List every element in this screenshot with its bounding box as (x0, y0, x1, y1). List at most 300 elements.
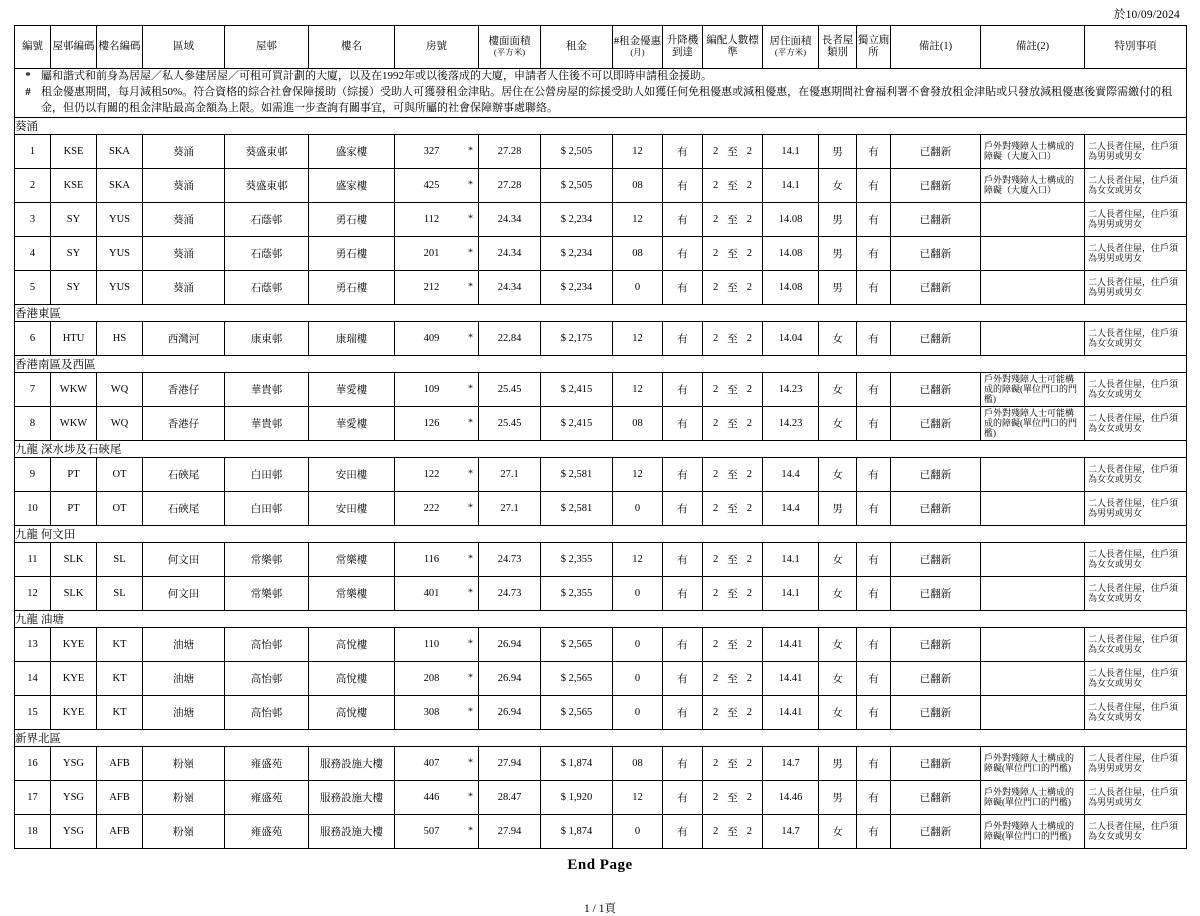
cell-occupancy-to: 2 (746, 706, 752, 718)
cell-estate-code: SY (51, 236, 97, 270)
cell-remark-2: 戶外對殘障人士構成的障礙（大廈入口） (981, 134, 1085, 168)
cell-block: 高悅樓 (309, 661, 395, 695)
cell-occupancy-separator: 至 (727, 146, 738, 158)
cell-lift: 有 (663, 236, 703, 270)
cell-occupancy (703, 780, 763, 814)
cell-elderly-type: 男 (819, 780, 857, 814)
cell-special-notes: 二人長者住屋，住戶須為女女或男女 (1085, 542, 1187, 576)
cell-room-number: 222 (423, 502, 440, 514)
cell-room (395, 236, 479, 270)
cell-occupancy-separator: 至 (727, 248, 738, 260)
cell-occupancy-from: 2 (713, 383, 719, 395)
cell-block: 勇石樓 (309, 202, 395, 236)
cell-occupancy (703, 168, 763, 202)
cell-occupancy (703, 542, 763, 576)
cell-special-notes: 二人長者住屋，住戶須為男男或男女 (1085, 780, 1187, 814)
end-page-label: End Page (567, 856, 633, 873)
cell-living-area: 14.1 (763, 542, 819, 576)
cell-room (395, 406, 479, 440)
table-row (15, 661, 1187, 695)
cell-occupancy-from: 2 (713, 672, 719, 684)
cell-occupancy (703, 372, 763, 406)
column-header-6 (395, 26, 479, 69)
table-row (15, 814, 1187, 848)
cell-living-area: 14.04 (763, 321, 819, 355)
cell-elderly-type: 男 (819, 134, 857, 168)
cell-rent-discount: 12 (613, 457, 663, 491)
asterisk-marker: * (468, 247, 473, 259)
district-header-row (15, 355, 1187, 372)
cell-room (395, 491, 479, 525)
cell-private-toilet: 有 (857, 236, 891, 270)
note-1 (15, 85, 1186, 117)
cell-remark-1: 已翻新 (891, 321, 981, 355)
column-header-label: 屋邨編碼 (52, 40, 95, 52)
cell-occupancy (703, 814, 763, 848)
cell-remark-2: 戶外對殘障人士構成的障礙（大廈入口） (981, 168, 1085, 202)
cell-occupancy-from: 2 (713, 247, 719, 259)
cell-special-notes: 二人長者住屋，住戶須為女女或男女 (1085, 576, 1187, 610)
cell-rent: $ 2,415 (541, 406, 613, 440)
cell-occupancy-to: 2 (746, 757, 752, 769)
cell-elderly-type: 女 (819, 542, 857, 576)
cell-area: 葵涌 (143, 270, 225, 304)
cell-floor-area: 27.1 (479, 457, 541, 491)
cell-rent: $ 2,565 (541, 627, 613, 661)
cell-occupancy (703, 406, 763, 440)
cell-private-toilet: 有 (857, 134, 891, 168)
column-header-14 (857, 26, 891, 69)
cell-area: 香港仔 (143, 372, 225, 406)
cell-no: 14 (15, 661, 51, 695)
cell-room (395, 372, 479, 406)
table-row (15, 236, 1187, 270)
cell-room-number: 122 (423, 468, 440, 480)
cell-occupancy-to: 2 (746, 417, 752, 429)
asterisk-marker: * (468, 638, 473, 650)
cell-estate: 華貴邨 (225, 372, 309, 406)
cell-rent: $ 2,505 (541, 168, 613, 202)
cell-estate-code: YSG (51, 746, 97, 780)
cell-no: 1 (15, 134, 51, 168)
cell-block-code: YUS (97, 270, 143, 304)
cell-remark-2: 戶外對殘障人士構成的障礙(單位門口的門檻) (981, 814, 1085, 848)
cell-room-number: 507 (423, 825, 440, 837)
cell-estate: 石蔭邨 (225, 202, 309, 236)
column-header-label: 編配人數標準 (706, 34, 759, 58)
cell-remark-2 (981, 576, 1085, 610)
cell-block-code: OT (97, 457, 143, 491)
table-row (15, 695, 1187, 729)
cell-floor-area: 27.94 (479, 746, 541, 780)
cell-occupancy (703, 236, 763, 270)
cell-remark-1: 已翻新 (891, 695, 981, 729)
cell-rent: $ 2,234 (541, 202, 613, 236)
cell-area: 葵涌 (143, 202, 225, 236)
table-row (15, 372, 1187, 406)
cell-occupancy-to: 2 (746, 825, 752, 837)
cell-rent-discount: 0 (613, 814, 663, 848)
cell-block-code: SKA (97, 168, 143, 202)
cell-block: 常樂樓 (309, 542, 395, 576)
cell-lift: 有 (663, 406, 703, 440)
cell-estate-code: PT (51, 491, 97, 525)
cell-occupancy-separator: 至 (727, 333, 738, 345)
cell-private-toilet: 有 (857, 746, 891, 780)
cell-lift: 有 (663, 134, 703, 168)
cell-special-notes: 二人長者住屋，住戶須為男男或男女 (1085, 134, 1187, 168)
cell-estate-code: SLK (51, 542, 97, 576)
cell-occupancy-separator: 至 (727, 792, 738, 804)
table-row (15, 457, 1187, 491)
cell-no: 6 (15, 321, 51, 355)
cell-area: 油塘 (143, 695, 225, 729)
cell-block: 高悅樓 (309, 695, 395, 729)
note-text: 屬和諧式和前身為居屋／私人參建居屋／可租可買計劃的大廈，以及在1992年或以後落成的大廈，申請者人住後不可以即時申請租金援助。 (41, 70, 712, 82)
cell-elderly-type: 女 (819, 661, 857, 695)
cell-lift: 有 (663, 372, 703, 406)
cell-lift: 有 (663, 542, 703, 576)
cell-room-number: 109 (423, 383, 440, 395)
cell-block: 服務設施大樓 (309, 746, 395, 780)
table-row (15, 406, 1187, 440)
housing-units-table (14, 25, 1187, 849)
cell-floor-area: 27.94 (479, 814, 541, 848)
cell-lift: 有 (663, 746, 703, 780)
cell-lift: 有 (663, 661, 703, 695)
cell-estate: 葵盛東邨 (225, 168, 309, 202)
cell-block: 華愛樓 (309, 372, 395, 406)
cell-floor-area: 27.1 (479, 491, 541, 525)
column-header-label: 樓名 (341, 40, 362, 52)
cell-estate: 雍盛苑 (225, 814, 309, 848)
cell-no: 9 (15, 457, 51, 491)
cell-private-toilet: 有 (857, 406, 891, 440)
asterisk-marker: * (468, 281, 473, 293)
cell-rent-discount: 0 (613, 627, 663, 661)
cell-block: 勇石樓 (309, 270, 395, 304)
cell-block: 高悅樓 (309, 627, 395, 661)
column-header-17 (1085, 26, 1187, 69)
cell-estate: 石蔭邨 (225, 236, 309, 270)
cell-occupancy-from: 2 (713, 587, 719, 599)
asterisk-marker: * (468, 145, 473, 157)
cell-estate-code: WKW (51, 406, 97, 440)
cell-rent-discount: 12 (613, 321, 663, 355)
cell-floor-area: 26.94 (479, 661, 541, 695)
cell-occupancy (703, 457, 763, 491)
cell-estate-code: YSG (51, 814, 97, 848)
asterisk-marker: * (468, 825, 473, 837)
district-name: 葵涌 (15, 117, 1187, 134)
cell-floor-area: 28.47 (479, 780, 541, 814)
cell-estate-code: KYE (51, 695, 97, 729)
note-text: 租金優惠期間，每月減租50%。符合資格的綜合社會保障援助（綜援）受助人可獲發租金津貼。居住在公營房屋的綜援受助人如獲任何免租優惠或減租優惠，在優惠期間社會福利署不會發放租金津貼或只發放減租優惠後實際需繳付的租金，但仍以有關的租金津貼最高金額為上限。如需進一步查詢有關事宜，可與所屬的社會保障辦事處聯絡。 (41, 85, 1173, 114)
cell-living-area: 14.7 (763, 746, 819, 780)
cell-rent: $ 2,355 (541, 542, 613, 576)
cell-area: 香港仔 (143, 406, 225, 440)
district-name: 九龍 深水埗及石硤尾 (15, 440, 1187, 457)
cell-no: 4 (15, 236, 51, 270)
cell-estate: 雍盛苑 (225, 746, 309, 780)
cell-elderly-type: 女 (819, 168, 857, 202)
cell-occupancy-to: 2 (746, 638, 752, 650)
cell-occupancy-from: 2 (713, 417, 719, 429)
cell-room-number: 110 (423, 638, 440, 650)
asterisk-marker: * (468, 213, 473, 225)
column-header-label: 租金 (566, 40, 587, 52)
cell-occupancy-separator: 至 (727, 469, 738, 481)
cell-rent-discount: 12 (613, 202, 663, 236)
cell-living-area: 14.23 (763, 372, 819, 406)
cell-estate-code: SLK (51, 576, 97, 610)
column-header-label: 編號 (22, 40, 43, 52)
cell-remark-1: 已翻新 (891, 134, 981, 168)
cell-lift: 有 (663, 576, 703, 610)
column-header-label: 居住面積 (769, 36, 812, 48)
cell-special-notes: 二人長者住屋，住戶須為女女或男女 (1085, 321, 1187, 355)
column-header-1 (51, 26, 97, 69)
column-header-3 (143, 26, 225, 69)
cell-elderly-type: 男 (819, 746, 857, 780)
cell-remark-2: 戶外對殘障人士構成的障礙(單位門口的門檻) (981, 780, 1085, 814)
cell-estate: 白田邨 (225, 491, 309, 525)
cell-room (395, 814, 479, 848)
cell-floor-area: 22.84 (479, 321, 541, 355)
asterisk-marker: * (468, 706, 473, 718)
cell-occupancy-to: 2 (746, 672, 752, 684)
cell-rent-discount: 08 (613, 236, 663, 270)
table-row (15, 746, 1187, 780)
cell-rent-discount: 12 (613, 780, 663, 814)
cell-no: 2 (15, 168, 51, 202)
cell-occupancy-from: 2 (713, 757, 719, 769)
cell-private-toilet: 有 (857, 168, 891, 202)
cell-area: 葵涌 (143, 134, 225, 168)
cell-elderly-type: 女 (819, 406, 857, 440)
cell-estate-code: SY (51, 202, 97, 236)
cell-lift: 有 (663, 814, 703, 848)
cell-no: 5 (15, 270, 51, 304)
cell-rent-discount: 12 (613, 542, 663, 576)
cell-elderly-type: 女 (819, 695, 857, 729)
cell-remark-2 (981, 627, 1085, 661)
cell-block-code: HS (97, 321, 143, 355)
column-header-label: 房號 (426, 40, 447, 52)
cell-no: 17 (15, 780, 51, 814)
column-header-2 (97, 26, 143, 69)
cell-area: 油塘 (143, 627, 225, 661)
cell-living-area: 14.4 (763, 491, 819, 525)
cell-estate-code: KSE (51, 134, 97, 168)
page-number: 1 / 1頁 (584, 902, 616, 915)
cell-occupancy-separator: 至 (727, 826, 738, 838)
column-header-8 (541, 26, 613, 69)
cell-rent: $ 2,234 (541, 236, 613, 270)
cell-block: 康瑞樓 (309, 321, 395, 355)
cell-remark-2 (981, 695, 1085, 729)
cell-rent: $ 1,920 (541, 780, 613, 814)
cell-block: 盛家樓 (309, 134, 395, 168)
cell-floor-area: 24.73 (479, 542, 541, 576)
cell-room-number: 201 (423, 247, 440, 259)
cell-floor-area: 24.73 (479, 576, 541, 610)
cell-no: 15 (15, 695, 51, 729)
cell-area: 葵涌 (143, 236, 225, 270)
cell-special-notes: 二人長者住屋，住戶須為女女或男女 (1085, 168, 1187, 202)
cell-remark-2: 戶外對殘障人士可能構成的障礙(單位門口的門檻) (981, 406, 1085, 440)
cell-estate-code: SY (51, 270, 97, 304)
cell-special-notes: 二人長者住屋，住戶須為女女或男女 (1085, 695, 1187, 729)
asterisk-marker: * (468, 791, 473, 803)
column-header-label: 樓面面積 (488, 36, 531, 48)
cell-rent: $ 2,505 (541, 134, 613, 168)
column-header-7 (479, 26, 541, 69)
cell-rent: $ 2,581 (541, 491, 613, 525)
table-header-row (15, 26, 1187, 69)
cell-remark-1: 已翻新 (891, 202, 981, 236)
cell-room-number: 327 (423, 145, 440, 157)
cell-remark-2 (981, 202, 1085, 236)
cell-private-toilet: 有 (857, 627, 891, 661)
cell-estate: 康東邨 (225, 321, 309, 355)
cell-remark-1: 已翻新 (891, 372, 981, 406)
cell-living-area: 14.4 (763, 457, 819, 491)
table-row (15, 627, 1187, 661)
cell-room-number: 126 (423, 417, 440, 429)
column-header-5 (309, 26, 395, 69)
cell-living-area: 14.41 (763, 627, 819, 661)
cell-block-code: AFB (97, 780, 143, 814)
cell-lift: 有 (663, 780, 703, 814)
cell-occupancy-separator: 至 (727, 673, 738, 685)
cell-no: 13 (15, 627, 51, 661)
cell-elderly-type: 男 (819, 202, 857, 236)
cell-remark-2 (981, 491, 1085, 525)
table-row (15, 168, 1187, 202)
cell-occupancy (703, 321, 763, 355)
table-row (15, 321, 1187, 355)
district-header-row (15, 610, 1187, 627)
cell-block-code: AFB (97, 814, 143, 848)
asterisk-marker: * (468, 179, 473, 191)
cell-occupancy-from: 2 (713, 468, 719, 480)
cell-occupancy-separator: 至 (727, 180, 738, 192)
cell-occupancy (703, 661, 763, 695)
cell-lift: 有 (663, 627, 703, 661)
cell-occupancy-to: 2 (746, 468, 752, 480)
cell-remark-1: 已翻新 (891, 814, 981, 848)
cell-floor-area: 24.34 (479, 270, 541, 304)
cell-block-code: WQ (97, 406, 143, 440)
cell-living-area: 14.46 (763, 780, 819, 814)
cell-occupancy (703, 270, 763, 304)
cell-occupancy-to: 2 (746, 332, 752, 344)
cell-estate-code: KYE (51, 661, 97, 695)
cell-occupancy-to: 2 (746, 553, 752, 565)
cell-room (395, 576, 479, 610)
column-header-16 (981, 26, 1085, 69)
table-row (15, 542, 1187, 576)
asterisk-marker: * (468, 553, 473, 565)
cell-estate-code: YSG (51, 780, 97, 814)
cell-private-toilet: 有 (857, 321, 891, 355)
cell-estate-code: PT (51, 457, 97, 491)
district-name: 新界北區 (15, 729, 1187, 746)
cell-block-code: SL (97, 576, 143, 610)
cell-remark-1: 已翻新 (891, 491, 981, 525)
cell-estate: 華貴邨 (225, 406, 309, 440)
cell-special-notes: 二人長者住屋，住戶須為女女或男女 (1085, 627, 1187, 661)
cell-area: 粉嶺 (143, 780, 225, 814)
cell-rent: $ 2,234 (541, 270, 613, 304)
cell-no: 16 (15, 746, 51, 780)
cell-occupancy (703, 627, 763, 661)
cell-occupancy (703, 491, 763, 525)
cell-elderly-type: 女 (819, 576, 857, 610)
cell-estate: 石蔭邨 (225, 270, 309, 304)
cell-living-area: 14.1 (763, 168, 819, 202)
cell-occupancy-from: 2 (713, 332, 719, 344)
cell-floor-area: 25.45 (479, 372, 541, 406)
cell-floor-area: 25.45 (479, 406, 541, 440)
cell-private-toilet: 有 (857, 814, 891, 848)
cell-block-code: KT (97, 661, 143, 695)
cell-rent-discount: 0 (613, 661, 663, 695)
column-header-9 (613, 26, 663, 69)
cell-room (395, 457, 479, 491)
cell-remark-2 (981, 270, 1085, 304)
cell-remark-1: 已翻新 (891, 270, 981, 304)
cell-lift: 有 (663, 491, 703, 525)
cell-occupancy-from: 2 (713, 145, 719, 157)
cell-occupancy-from: 2 (713, 553, 719, 565)
column-header-label: 長者屋類別 (821, 34, 854, 58)
note-0 (15, 69, 1186, 85)
cell-room-number: 308 (423, 706, 440, 718)
cell-area: 葵涌 (143, 168, 225, 202)
district-name: 九龍 油塘 (15, 610, 1187, 627)
cell-room-number: 401 (423, 587, 440, 599)
cell-block-code: WQ (97, 372, 143, 406)
cell-no: 7 (15, 372, 51, 406)
cell-estate: 白田邨 (225, 457, 309, 491)
cell-occupancy-separator: 至 (727, 418, 738, 430)
cell-rent: $ 2,175 (541, 321, 613, 355)
cell-occupancy-to: 2 (746, 145, 752, 157)
cell-occupancy-from: 2 (713, 179, 719, 191)
cell-block-code: SL (97, 542, 143, 576)
district-name: 九龍 何文田 (15, 525, 1187, 542)
cell-room-number: 112 (423, 213, 440, 225)
cell-occupancy-to: 2 (746, 587, 752, 599)
cell-living-area: 14.08 (763, 236, 819, 270)
cell-block: 安田樓 (309, 457, 395, 491)
cell-room-number: 212 (423, 281, 440, 293)
cell-rent-discount: 0 (613, 270, 663, 304)
cell-block-code: OT (97, 491, 143, 525)
cell-remark-1: 已翻新 (891, 746, 981, 780)
column-header-label: #租金優惠 (613, 36, 662, 48)
column-header-10 (663, 26, 703, 69)
column-header-label: 樓名編碼 (98, 40, 141, 52)
cell-rent: $ 2,355 (541, 576, 613, 610)
cell-floor-area: 24.34 (479, 236, 541, 270)
cell-private-toilet: 有 (857, 542, 891, 576)
cell-occupancy-separator: 至 (727, 554, 738, 566)
cell-occupancy-to: 2 (746, 213, 752, 225)
column-header-15 (891, 26, 981, 69)
